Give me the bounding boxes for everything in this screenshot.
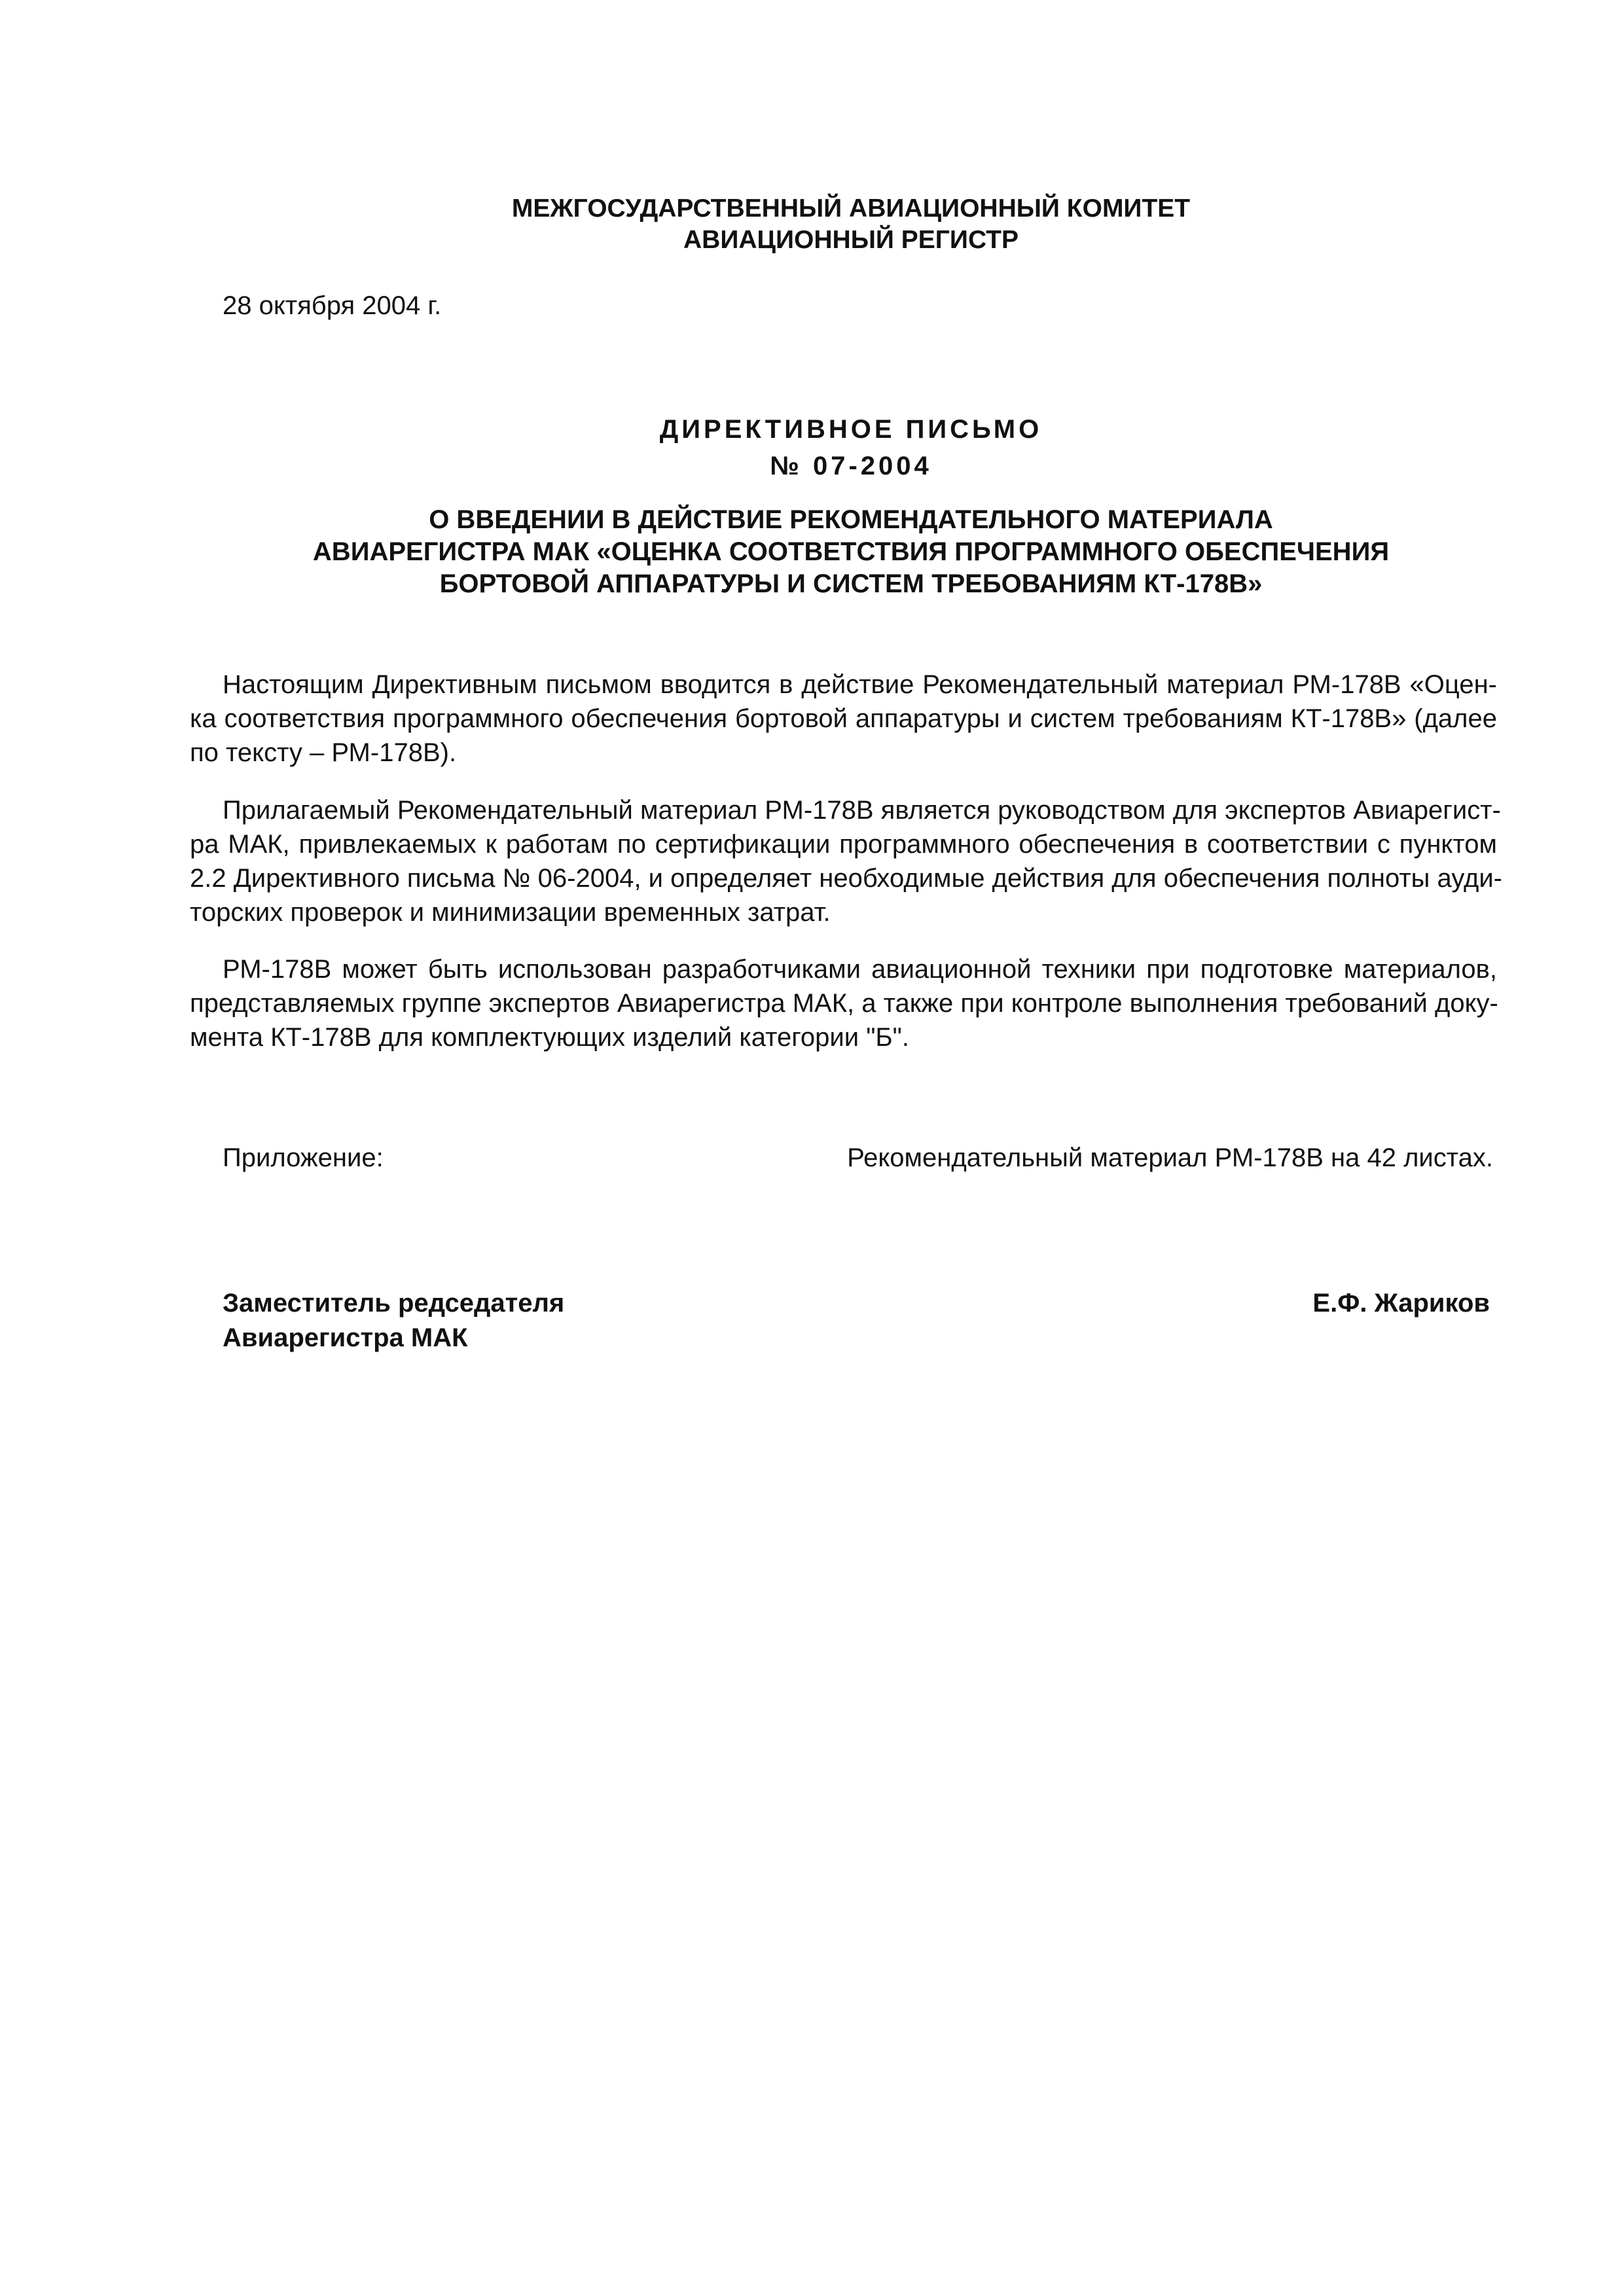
subject-line: АВИАРЕГИСТРА МАК «ОЦЕНКА СООТВЕТСТВИЯ ПРОГРАММНОГО ОБЕСПЕЧЕНИЯ — [312, 537, 1390, 566]
letter-title: ДИРЕКТИВНОЕ ПИСЬМО — [659, 415, 1043, 444]
letter-subject — [196, 504, 1506, 600]
signatory-position — [223, 1286, 564, 1355]
paragraph-line: мента КТ-178В для комплектующих изделий категории "Б". — [190, 1023, 909, 1052]
paragraph-line: Настоящим Директивным письмом вводится в действие Рекомендательный материал РМ-178В «Оцен- — [223, 670, 1497, 699]
subject-line: БОРТОВОЙ АППАРАТУРЫ И СИСТЕМ ТРЕБОВАНИЯМ КТ-178В» — [439, 569, 1263, 598]
paragraph-line: представляемых группе экспертов Авиарегистра МАК, а также при контроле выполнения требований доку- — [190, 989, 1498, 1018]
body-paragraph-2 — [190, 793, 1502, 929]
letter-title-block — [223, 411, 1479, 484]
paragraph-line: по тексту – РМ-178В). — [190, 738, 457, 767]
annex-label: Приложение: — [223, 1143, 384, 1172]
document-date: 28 октября 2004 г. — [223, 291, 442, 320]
annex-description: Рекомендательный материал РМ-178В на 42 листах. — [847, 1143, 1493, 1172]
organization-name: МЕЖГОСУДАРСТВЕННЫЙ АВИАЦИОННЫЙ КОМИТЕТ — [511, 194, 1191, 223]
paragraph-line: Прилагаемый Рекомендательный материал РМ-178В является руководством для экспертов Авиарегист- — [223, 796, 1501, 825]
signatory-name: Е.Ф. Жариков — [1312, 1289, 1490, 1318]
organization-header — [223, 193, 1479, 256]
paragraph-line: РМ-178В может быть использован разработчиками авиационной техники при подготовке материалов, — [223, 955, 1497, 984]
organization-subdivision: АВИАЦИОННЫЙ РЕГИСТР — [683, 226, 1019, 254]
subject-line: О ВВЕДЕНИИ В ДЕЙСТВИЕ РЕКОМЕНДАТЕЛЬНОГО МАТЕРИАЛА — [429, 505, 1273, 534]
letter-number: № 07-2004 — [770, 452, 932, 480]
paragraph-line: 2.2 Директивного письма № 06-2004, и определяет необходимые действия для обеспечения полноты ауди- — [190, 864, 1502, 893]
paragraph-line: торских проверок и минимизации временных затрат. — [190, 898, 831, 927]
paragraph-line: ра МАК, привлекаемых к работам по сертификации программного обеспечения в соответствии с пунктом — [190, 830, 1497, 859]
signatory-organization: Авиарегистра МАК — [223, 1323, 468, 1352]
body-paragraph-1 — [190, 668, 1497, 770]
signatory-title: Заместитель редседателя — [223, 1289, 565, 1318]
body-paragraph-3 — [190, 952, 1497, 1054]
paragraph-line: ка соответствия программного обеспечения бортовой аппаратуры и систем требованиям КТ-178В» (далее — [190, 704, 1497, 733]
